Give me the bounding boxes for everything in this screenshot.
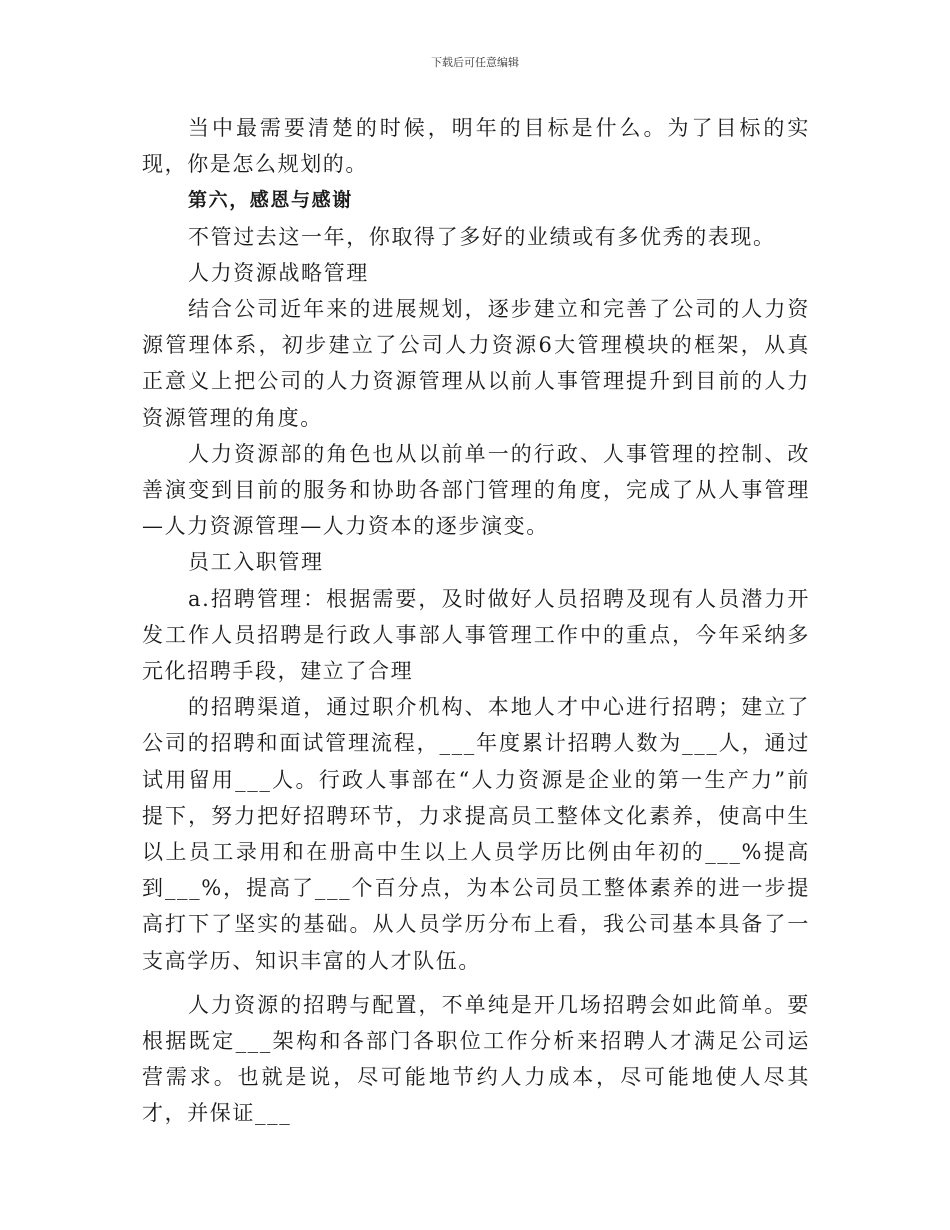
subheading-onboarding: 员工入职管理 bbox=[188, 550, 324, 575]
paragraph-recruitment: a.招聘管理：根据需要，及时做好人员招聘及现有人员潜力开发工作人员招聘是行政人事部人事管理工作中的重点，今年采纳多元化招聘手段，建立了合理 bbox=[142, 586, 810, 684]
paragraph-goal-planning: 当中最需要清楚的时候，明年的目标是什么。为了目标的实现，你是怎么规划的。 bbox=[142, 116, 810, 177]
paragraph-recruitment-channels: 的招聘渠道，通过职介机构、本地人才中心进行招聘；建立了公司的招聘和面试管理流程，___年度累计招聘人数为___人，通过试用留用___人。行政人事部在“人力资源是企业的第一生产力”前提下，努力把好招聘环节，力求提高员工整体文化素养，使高中生以上员工录用和在册高中生以上人员学历比例由年初的___%提高到___%，提高了___个百分点，为本公司员工整体素养的进一步提高打下了坚实的基础。从人员学历分布上看，我公司基本具备了一支高学历、知识丰富的人才队伍。 bbox=[142, 695, 810, 973]
document-body bbox=[142, 110, 810, 1132]
page-header: 下载后可任意编辑 bbox=[431, 56, 519, 69]
paragraph-hr-role: 人力资源部的角色也从以前单一的行政、人事管理的控制、改善演变到目前的服务和协助各部门管理的角度，完成了从人事管理—人力资源管理—人力资本的逐步演变。 bbox=[142, 441, 810, 539]
section-heading-gratitude: 第六，感恩与感谢 bbox=[188, 189, 353, 212]
subheading-hr-strategy: 人力资源战略管理 bbox=[188, 260, 369, 285]
paragraph-recruitment-allocation: 人力资源的招聘与配置，不单纯是开几场招聘会如此简单。要根据既定___架构和各部门各职位工作分析来招聘人才满足公司运营需求。也就是说，尽可能地节约人力成本，尽可能地使人尽其才，并保证___ bbox=[142, 992, 810, 1126]
paragraph-hr-system: 结合公司近年来的进展规划，逐步建立和完善了公司的人力资源管理体系，初步建立了公司人力资源6大管理模块的框架，从真正意义上把公司的人力资源管理从以前人事管理提升到目前的人力资源管理的角度。 bbox=[142, 297, 810, 430]
paragraph-past-year: 不管过去这一年，你取得了多好的业绩或有多优秀的表现。 bbox=[188, 224, 776, 249]
